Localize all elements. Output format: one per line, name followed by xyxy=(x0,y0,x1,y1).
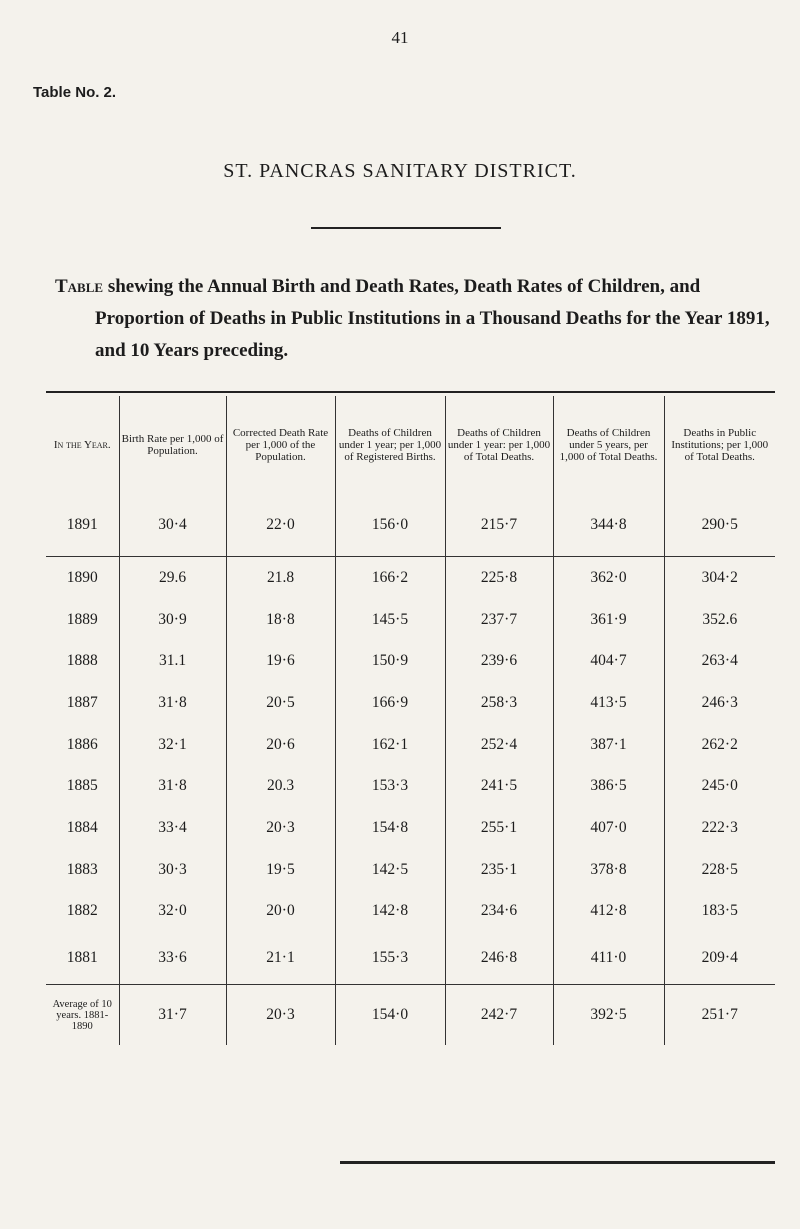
caption-lead: Table xyxy=(55,276,104,297)
year-cell: 1888 xyxy=(66,652,98,670)
table-cell: 222·3 xyxy=(664,807,775,849)
table-cell: 255·1 xyxy=(445,807,553,849)
table-cell: 228·5 xyxy=(664,849,775,891)
table-cell: 407·0 xyxy=(553,807,664,849)
caption-text: shewing the Annual Birth and Death Rates, Death Rates of Children, and Proportion of Deaths in Public Institutions in a Thousand Deaths for the Year 1891, and 10 Years preceding. xyxy=(95,276,770,361)
average-label: Average of 10 years. 1881-1890 xyxy=(52,998,112,1032)
district-title: ST. PANCRAS SANITARY DISTRICT. xyxy=(223,160,577,182)
table-cell: 153·3 xyxy=(335,765,445,807)
table-cell: 344·8 xyxy=(553,494,664,557)
average-cell: 251·7 xyxy=(664,985,775,1046)
table-cell: 32·1 xyxy=(119,724,226,766)
table-cell: 32·0 xyxy=(119,891,226,933)
table-cell: 154·8 xyxy=(335,807,445,849)
col-header-under5-deaths: Deaths of Children under 5 years, per 1,000 of Total Deaths. xyxy=(553,396,664,494)
table-cell: 413·5 xyxy=(553,682,664,724)
year-cell: 1885 xyxy=(66,777,98,795)
table-cell: 156·0 xyxy=(335,494,445,557)
year-cell: 1882 xyxy=(66,902,98,920)
table-cell: 30·9 xyxy=(119,599,226,641)
year-cell: 1881 xyxy=(46,932,119,985)
table-cell: 412·8 xyxy=(553,891,664,933)
table-cell: 166·2 xyxy=(335,557,445,599)
table-cell: 33·4 xyxy=(119,807,226,849)
table-cell: 142·5 xyxy=(335,849,445,891)
table-cell: 209·4 xyxy=(664,932,775,985)
col-header-birth-rate: Birth Rate per 1,000 of Population. xyxy=(119,396,226,494)
table-cell: 142·8 xyxy=(335,891,445,933)
average-cell: 242·7 xyxy=(445,985,553,1046)
table-cell: 20·6 xyxy=(226,724,335,766)
table-cell: 404·7 xyxy=(553,640,664,682)
table-cell: 290·5 xyxy=(664,494,775,557)
table-cell: 245·0 xyxy=(664,765,775,807)
table-row xyxy=(46,765,775,807)
table-cell: 262·2 xyxy=(664,724,775,766)
year-cell: 1890 xyxy=(66,568,98,586)
year-cell: 1889 xyxy=(66,610,98,628)
table-cell: 239·6 xyxy=(445,640,553,682)
col-header-death-rate: Corrected Death Rate per 1,000 of the Population. xyxy=(226,396,335,494)
year-cell: 1887 xyxy=(66,693,98,711)
table-cell: 21·1 xyxy=(226,932,335,985)
table-cell: 304·2 xyxy=(664,557,775,599)
table-cell: 258·3 xyxy=(445,682,553,724)
col-header-institutions: Deaths in Public Institutions; per 1,000 of Total Deaths. xyxy=(664,396,775,494)
table-cell: 20.3 xyxy=(226,765,335,807)
table-cell: 166·9 xyxy=(335,682,445,724)
year-cell: 1884 xyxy=(66,818,98,836)
table-row xyxy=(46,682,775,724)
table-cell: 29.6 xyxy=(119,557,226,599)
table-cell: 19·5 xyxy=(226,849,335,891)
table-row xyxy=(46,557,775,599)
table-cell: 246·8 xyxy=(445,932,553,985)
col-header-year: In the Year. xyxy=(53,439,111,451)
table-cell: 31·8 xyxy=(119,765,226,807)
table-cell: 246·3 xyxy=(664,682,775,724)
page-number: 41 xyxy=(391,28,409,47)
year-cell: 1886 xyxy=(66,735,98,753)
table-cell: 352.6 xyxy=(664,599,775,641)
table-cell: 21.8 xyxy=(226,557,335,599)
table-cell: 411·0 xyxy=(553,932,664,985)
table-cell: 155·3 xyxy=(335,932,445,985)
table-cell: 162·1 xyxy=(335,724,445,766)
table-bottom-border xyxy=(340,1161,775,1164)
table-caption xyxy=(55,271,775,367)
table-cell: 234·6 xyxy=(445,891,553,933)
year-cell: 1883 xyxy=(66,860,98,878)
table-cell: 20·5 xyxy=(226,682,335,724)
table-row xyxy=(46,807,775,849)
table-cell: 30·4 xyxy=(119,494,226,557)
table-cell: 145·5 xyxy=(335,599,445,641)
average-row xyxy=(46,985,775,1046)
rates-table xyxy=(46,396,775,1045)
col-header-infant-deaths: Deaths of Children under 1 year: per 1,000 of Total Deaths. xyxy=(445,396,553,494)
table-cell: 31.1 xyxy=(119,640,226,682)
average-cell: 20·3 xyxy=(226,985,335,1046)
table-row xyxy=(46,599,775,641)
table-row xyxy=(46,932,775,985)
table-cell: 225·8 xyxy=(445,557,553,599)
year-cell: 1891 xyxy=(46,494,119,557)
table-row xyxy=(46,724,775,766)
table-cell: 362·0 xyxy=(553,557,664,599)
table-row xyxy=(46,849,775,891)
table-cell: 33·6 xyxy=(119,932,226,985)
divider-rule xyxy=(311,227,501,229)
table-label: Table No. 2. xyxy=(33,84,117,101)
table-cell: 263·4 xyxy=(664,640,775,682)
col-header-infant-births: Deaths of Children under 1 year; per 1,000 of Registered Births. xyxy=(335,396,445,494)
table-cell: 378·8 xyxy=(553,849,664,891)
header-row xyxy=(46,396,775,494)
table-cell: 361·9 xyxy=(553,599,664,641)
table-cell: 235·1 xyxy=(445,849,553,891)
table-top-border xyxy=(46,391,775,393)
table-row xyxy=(46,891,775,933)
table-cell: 241·5 xyxy=(445,765,553,807)
table-cell: 22·0 xyxy=(226,494,335,557)
average-cell: 154·0 xyxy=(335,985,445,1046)
table-row xyxy=(46,640,775,682)
average-cell: 392·5 xyxy=(553,985,664,1046)
table-cell: 183·5 xyxy=(664,891,775,933)
table-cell: 215·7 xyxy=(445,494,553,557)
table-cell: 18·8 xyxy=(226,599,335,641)
table-cell: 30·3 xyxy=(119,849,226,891)
table-cell: 19·6 xyxy=(226,640,335,682)
table-cell: 31·8 xyxy=(119,682,226,724)
table-cell: 20·3 xyxy=(226,807,335,849)
table-cell: 252·4 xyxy=(445,724,553,766)
table-cell: 150·9 xyxy=(335,640,445,682)
table-cell: 20·0 xyxy=(226,891,335,933)
table-cell: 237·7 xyxy=(445,599,553,641)
table-cell: 386·5 xyxy=(553,765,664,807)
table-cell: 387·1 xyxy=(553,724,664,766)
average-cell: 31·7 xyxy=(119,985,226,1046)
table-row xyxy=(46,494,775,557)
